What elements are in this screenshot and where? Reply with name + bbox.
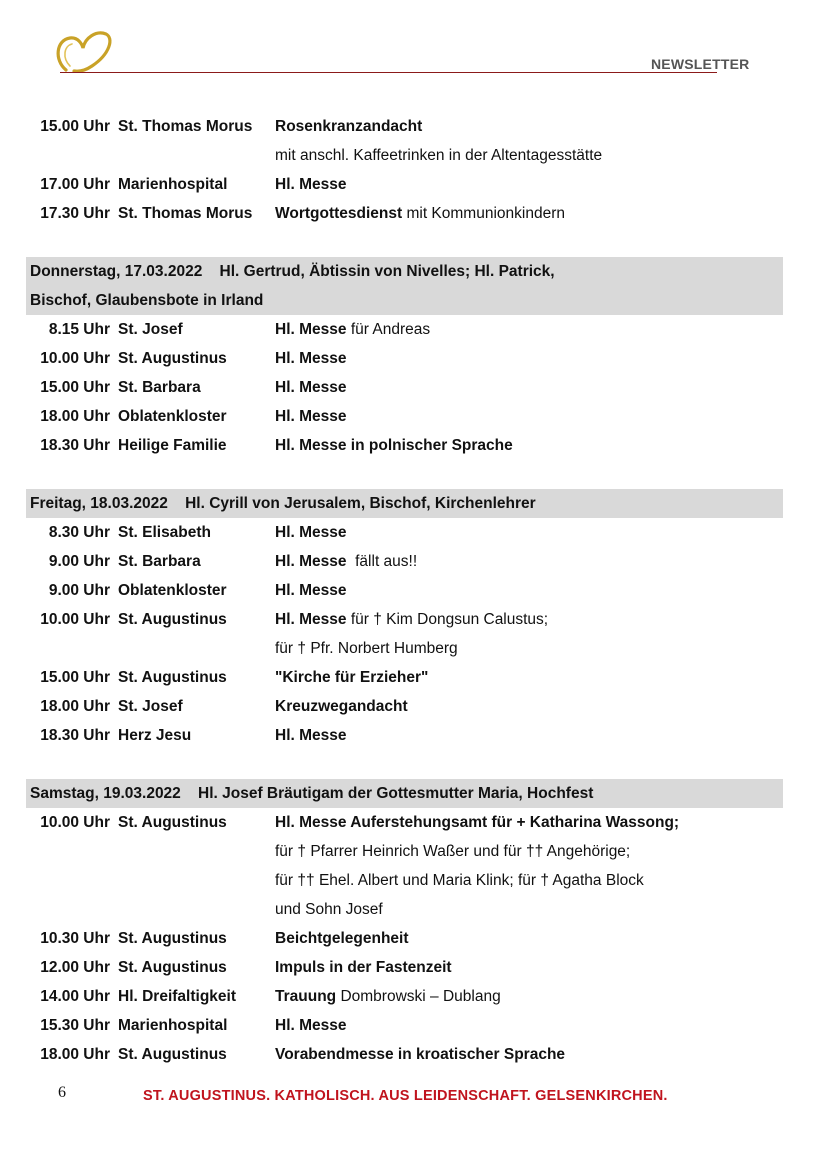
entry-service: Hl. Messe: [275, 321, 347, 338]
entry-place: Marienhospital: [118, 176, 228, 193]
entry-note: für † Pfr. Norbert Humberg: [275, 640, 458, 657]
schedule-entry: [26, 170, 783, 199]
schedule-entry: [26, 576, 783, 605]
entry-time: 10.30 Uhr: [40, 930, 110, 947]
entry-service: Hl. Messe: [275, 408, 347, 425]
entry-description: [275, 576, 347, 605]
entry-service: Beichtgelegenheit: [275, 930, 409, 947]
entry-description: [275, 721, 347, 750]
entry-time: 18.00 Uhr: [40, 698, 110, 715]
schedule-entry: [26, 373, 783, 402]
schedule-entry: [26, 1040, 783, 1069]
entry-description: [275, 605, 548, 634]
entry-service: Hl. Messe: [275, 727, 347, 744]
entry-service: Kreuzwegandacht: [275, 698, 408, 715]
entry-description: [275, 170, 347, 199]
schedule-entry: [26, 1011, 783, 1040]
entry-description: [275, 953, 452, 982]
entry-place: St. Thomas Morus: [118, 118, 253, 135]
entry-description: [275, 547, 417, 576]
entry-description: [275, 1040, 565, 1069]
entry-time: 15.00 Uhr: [40, 379, 110, 396]
entry-time: 18.30 Uhr: [40, 437, 110, 454]
entry-service: Hl. Messe: [275, 611, 347, 628]
entry-service: Hl. Messe: [275, 582, 347, 599]
section-gap: [26, 460, 783, 489]
schedule-entry: [26, 692, 783, 721]
entry-time: 17.00 Uhr: [40, 176, 110, 193]
entry-service: Hl. Messe Auferstehungsamt für + Katharina Wassong;: [275, 814, 680, 831]
entry-service: Hl. Messe: [275, 379, 347, 396]
schedule-entry: [26, 605, 783, 634]
day-heading-line: Samstag, 19.03.2022 Hl. Josef Bräutigam der Gottesmutter Maria, Hochfest: [30, 785, 594, 802]
entry-description: [275, 344, 347, 373]
entry-time: 15.30 Uhr: [40, 1017, 110, 1034]
entry-place: St. Josef: [118, 321, 183, 338]
entry-time: 8.15 Uhr: [48, 321, 110, 338]
entry-time: 18.00 Uhr: [40, 1046, 110, 1063]
entry-place: Herz Jesu: [118, 727, 192, 744]
entry-place: St. Augustinus: [118, 611, 227, 628]
entry-description: [275, 112, 422, 141]
entry-service: Wortgottesdienst: [275, 205, 403, 222]
entry-description: [275, 431, 513, 460]
entry-time: 9.00 Uhr: [48, 553, 110, 570]
entry-place: St. Augustinus: [118, 959, 227, 976]
entry-time: 12.00 Uhr: [40, 959, 110, 976]
entry-note: für †† Ehel. Albert und Maria Klink; für † Agatha Block: [275, 872, 644, 889]
entry-description: [275, 924, 409, 953]
schedule-entry: [26, 808, 783, 837]
entry-service: Rosenkranzandacht: [275, 118, 423, 135]
entry-time: 15.00 Uhr: [40, 669, 110, 686]
footer-slogan: ST. AUGUSTINUS. KATHOLISCH. AUS LEIDENSCHAFT. GELSENKIRCHEN.: [143, 1088, 668, 1104]
entry-service: Hl. Messe: [275, 350, 347, 367]
entry-description: [275, 663, 428, 692]
entry-time: 10.00 Uhr: [40, 814, 110, 831]
schedule-entry: [26, 982, 783, 1011]
entry-note: und Sohn Josef: [275, 901, 383, 918]
entry-time: 10.00 Uhr: [40, 350, 110, 367]
entry-note: fällt aus!!: [346, 553, 418, 570]
schedule-entry: [26, 315, 783, 344]
entry-time: 8.30 Uhr: [48, 524, 110, 541]
entry-description: [275, 895, 383, 924]
schedule-entry: [26, 402, 783, 431]
entry-description: [275, 808, 679, 837]
entry-place: St. Thomas Morus: [118, 205, 253, 222]
entry-service: Hl. Messe: [275, 176, 347, 193]
entry-note: Dombrowski – Dublang: [336, 988, 501, 1005]
entry-description: [275, 866, 644, 895]
entry-service: Hl. Messe in polnischer Sprache: [275, 437, 513, 454]
section-gap: [26, 750, 783, 779]
entry-place: St. Augustinus: [118, 930, 227, 947]
day-heading: [26, 489, 783, 518]
entry-place: St. Augustinus: [118, 814, 227, 831]
entry-description: [275, 199, 565, 228]
entry-place: St. Augustinus: [118, 1046, 227, 1063]
entry-place: Oblatenkloster: [118, 582, 227, 599]
entry-description: [275, 373, 347, 402]
schedule-entry: [26, 199, 783, 228]
schedule: [26, 112, 783, 1069]
schedule-entry: [26, 344, 783, 373]
entry-description: [275, 982, 501, 1011]
entry-place: Marienhospital: [118, 1017, 228, 1034]
entry-description: [275, 315, 430, 344]
entry-service: "Kirche für Erzieher": [275, 669, 429, 686]
day-heading-line: Bischof, Glaubensbote in Irland: [30, 292, 264, 309]
day-heading-line: Freitag, 18.03.2022 Hl. Cyrill von Jerusalem, Bischof, Kirchenlehrer: [30, 495, 536, 512]
entry-time: 10.00 Uhr: [40, 611, 110, 628]
entry-description: [275, 634, 458, 663]
entry-description: [275, 1011, 347, 1040]
schedule-entry: [26, 547, 783, 576]
heart-logo-icon: [52, 26, 114, 76]
entry-place: St. Barbara: [118, 379, 201, 396]
entry-place: St. Augustinus: [118, 350, 227, 367]
schedule-entry: [26, 431, 783, 460]
section-gap: [26, 228, 783, 257]
entry-service: Trauung: [275, 988, 337, 1005]
entry-time: 15.00 Uhr: [40, 118, 110, 135]
schedule-entry: [26, 663, 783, 692]
entry-service: Hl. Messe: [275, 1017, 347, 1034]
schedule-entry: [26, 924, 783, 953]
newsletter-label: NEWSLETTER: [651, 56, 750, 72]
entry-place: Hl. Dreifaltigkeit: [118, 988, 236, 1005]
entry-time: 18.00 Uhr: [40, 408, 110, 425]
entry-time: 18.30 Uhr: [40, 727, 110, 744]
day-heading-line: Donnerstag, 17.03.2022 Hl. Gertrud, Äbtissin von Nivelles; Hl. Patrick,: [30, 263, 555, 280]
schedule-entry-continuation: [26, 634, 783, 663]
schedule-entry: [26, 953, 783, 982]
entry-description: [275, 141, 602, 170]
schedule-entry: [26, 518, 783, 547]
entry-note: für Andreas: [346, 321, 431, 338]
schedule-entry: [26, 112, 783, 141]
entry-place: St. Barbara: [118, 553, 201, 570]
schedule-entry-continuation: [26, 837, 783, 866]
entry-service: Hl. Messe: [275, 524, 347, 541]
entry-service: Vorabendmesse in kroatischer Sprache: [275, 1046, 566, 1063]
day-heading: [26, 779, 783, 808]
schedule-entry: [26, 721, 783, 750]
day-heading: [26, 257, 783, 315]
entry-service: Impuls in der Fastenzeit: [275, 959, 452, 976]
entry-description: [275, 402, 347, 431]
page-number: 6: [58, 1084, 66, 1101]
entry-description: [275, 837, 630, 866]
entry-description: [275, 692, 408, 721]
entry-place: Heilige Familie: [118, 437, 227, 454]
entry-note: für † Pfarrer Heinrich Waßer und für †† Angehörige;: [275, 843, 631, 860]
entry-time: 9.00 Uhr: [48, 582, 110, 599]
entry-place: Oblatenkloster: [118, 408, 227, 425]
entry-note: für † Kim Dongsun Calustus;: [346, 611, 549, 628]
header-rule: [60, 72, 717, 73]
entry-service: Hl. Messe: [275, 553, 347, 570]
schedule-entry-continuation: [26, 141, 783, 170]
entry-note: mit anschl. Kaffeetrinken in der Altentagesstätte: [275, 147, 603, 164]
entry-time: 14.00 Uhr: [40, 988, 110, 1005]
schedule-entry-continuation: [26, 895, 783, 924]
entry-note: mit Kommunionkindern: [402, 205, 565, 222]
entry-time: 17.30 Uhr: [40, 205, 110, 222]
entry-place: St. Augustinus: [118, 669, 227, 686]
entry-description: [275, 518, 347, 547]
entry-place: St. Josef: [118, 698, 183, 715]
schedule-entry-continuation: [26, 866, 783, 895]
entry-place: St. Elisabeth: [118, 524, 212, 541]
